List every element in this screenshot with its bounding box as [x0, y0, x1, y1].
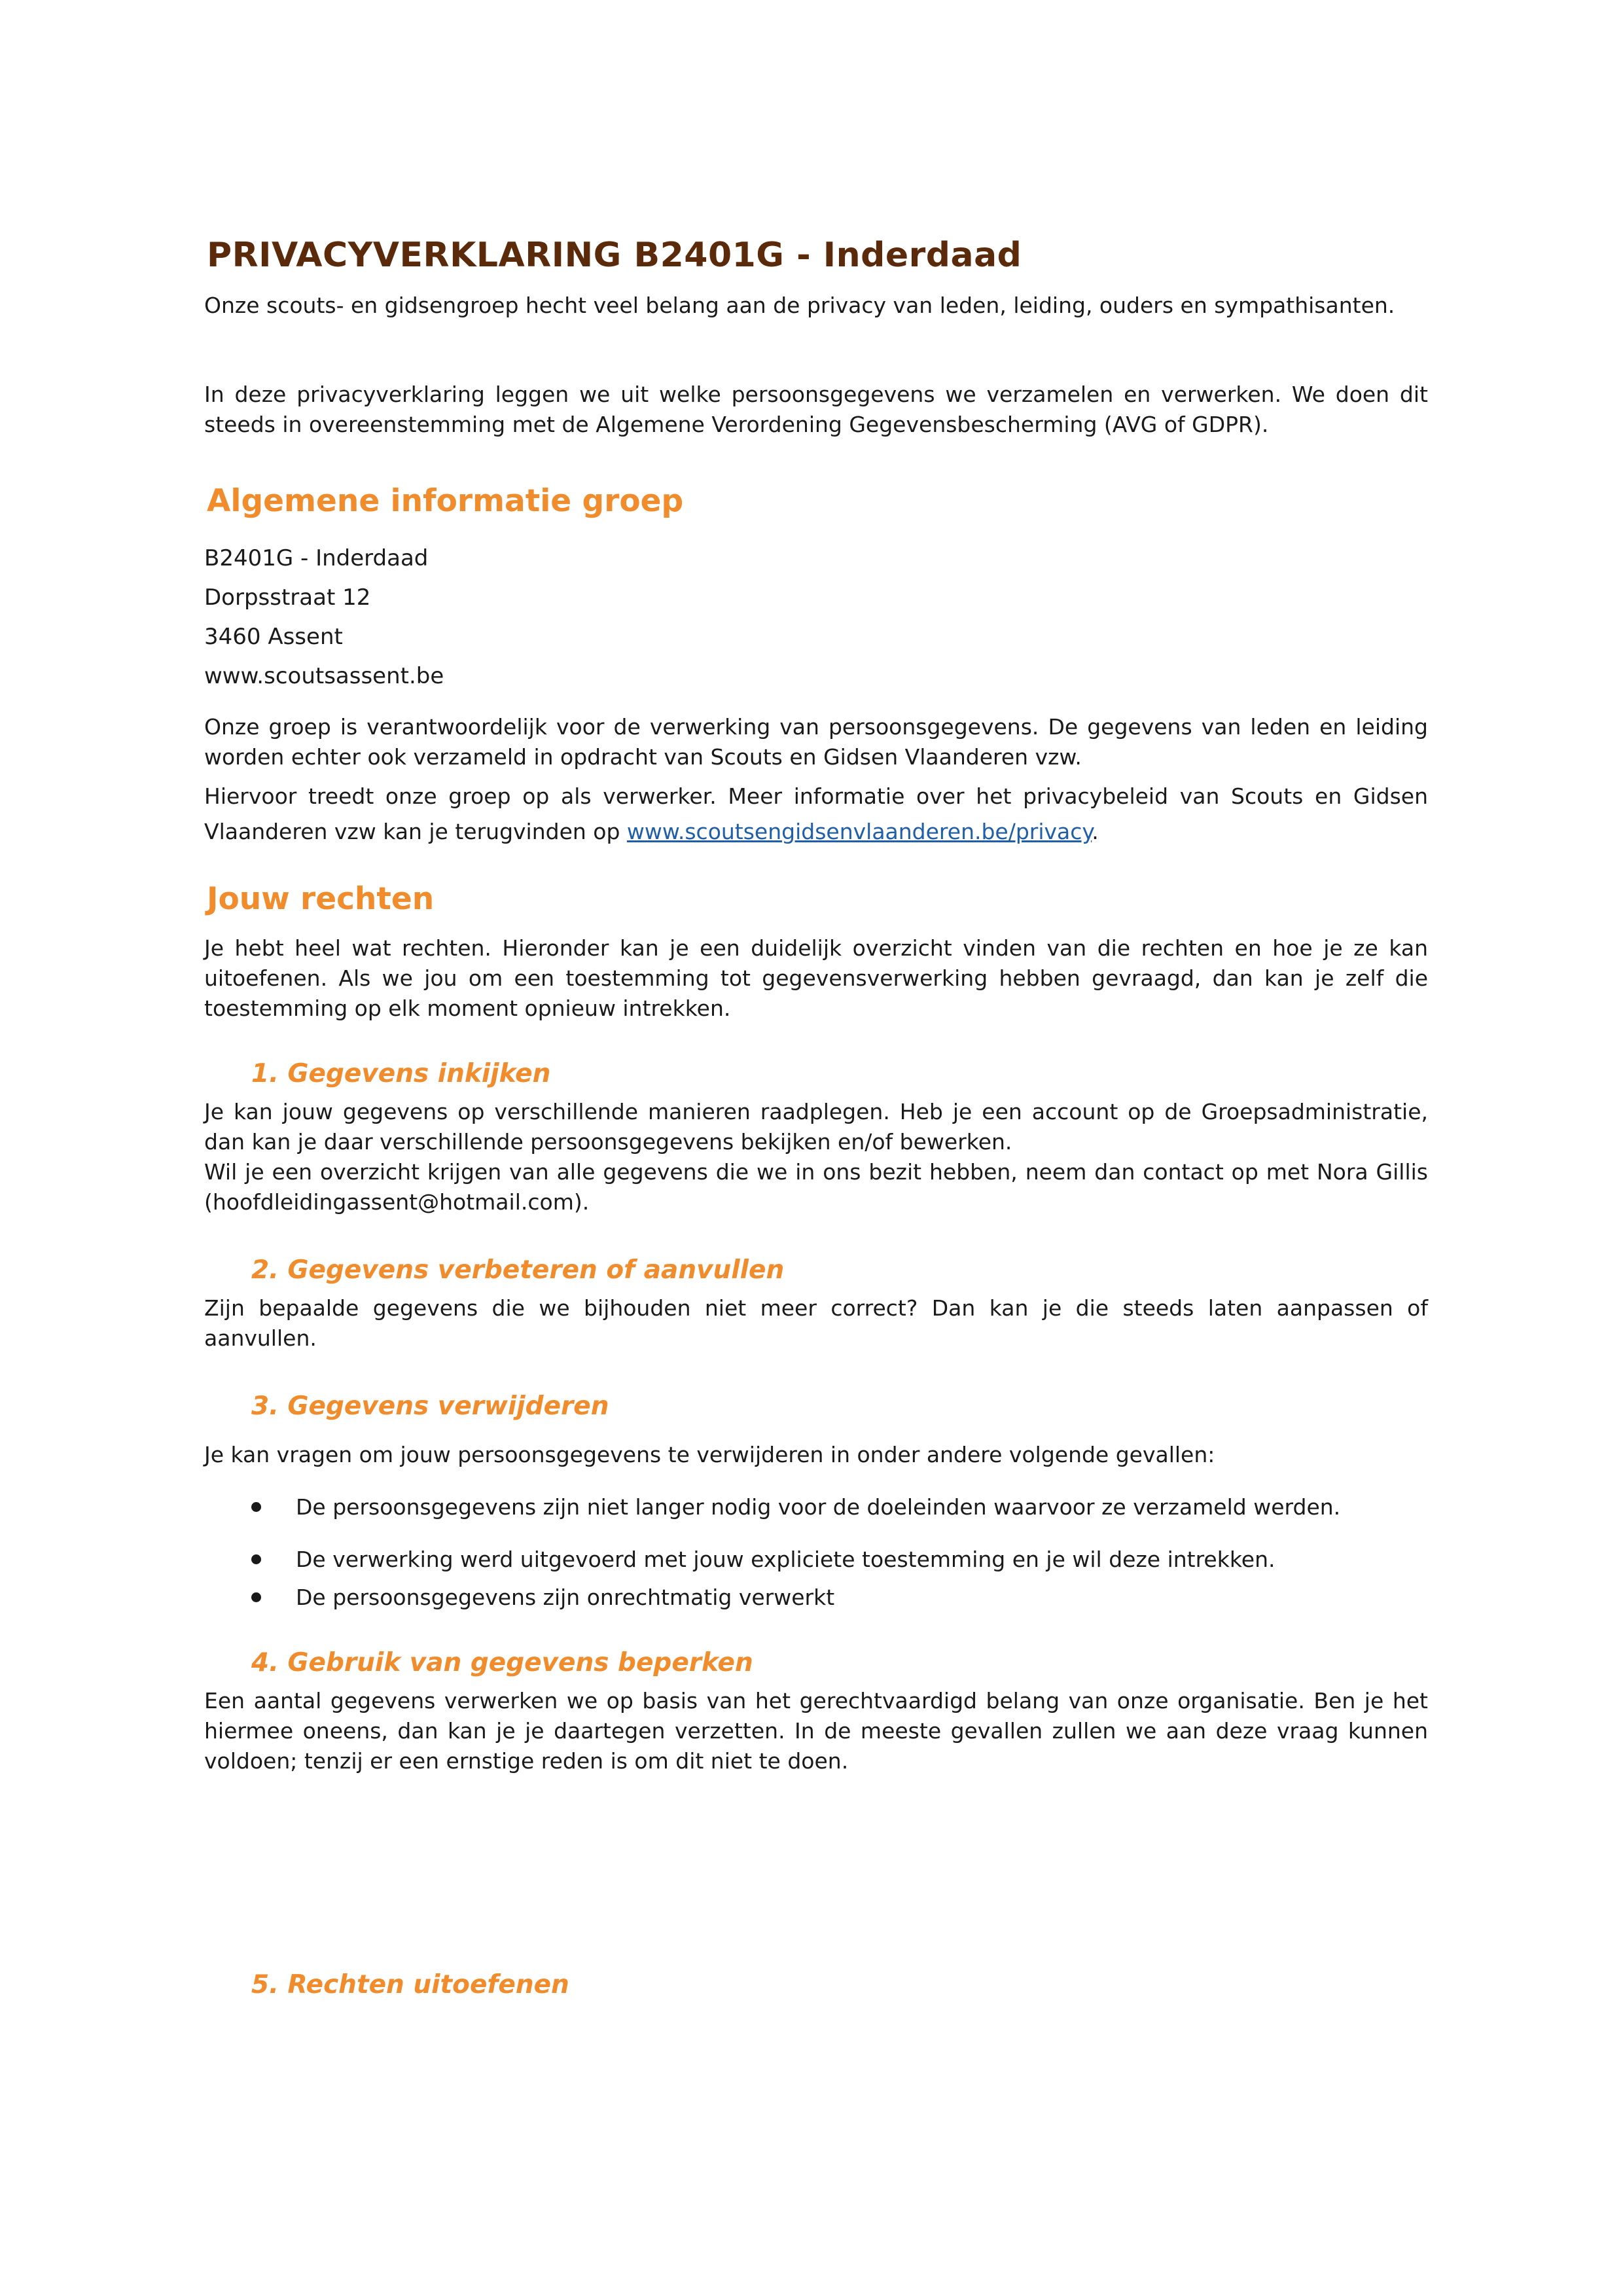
general-paragraph-1: Onze groep is verantwoordelijk voor de verwerking van persoonsgegevens. De gegevens van leden en leiding worden echter ook verzameld in opdracht van Scouts en Gidsen Vlaanderen vzw.: [204, 714, 1428, 770]
delete-data-paragraph: Je kan vragen om jouw persoonsgegevens te verwijderen in onder andere volgende gevallen:: [204, 1442, 1215, 1467]
heading-general-info: Algemene informatie groep: [207, 483, 684, 519]
group-name: B2401G - Inderdaad: [204, 545, 429, 571]
rights-intro-block: [204, 933, 1428, 1024]
correct-data-paragraph-block: [204, 1293, 1428, 1354]
view-data-paragraph-1: Je kan jouw gegevens op verschillende manieren raadplegen. Heb je een account op de Groepsadministratie, dan kan je daar verschillende persoonsgegevens bekijken en/of bewerken.: [204, 1099, 1428, 1155]
list-item: De persoonsgegevens zijn onrechtmatig verwerkt: [204, 1583, 834, 1613]
heading-correct-data: 2. Gegevens verbeteren of aanvullen: [251, 1255, 785, 1285]
general-paragraph-2-block: [204, 779, 1428, 850]
correct-data-paragraph: Zijn bepaalde gegevens die we bijhouden niet meer correct? Dan kan je die steeds laten aanpassen of aanvullen.: [204, 1295, 1428, 1351]
general-paragraph-1-block: [204, 712, 1428, 772]
heading-restrict-data: 4. Gebruik van gegevens beperken: [251, 1648, 753, 1677]
heading-delete-data: 3. Gegevens verwijderen: [251, 1391, 609, 1421]
list-item: De persoonsgegevens zijn niet langer nodig voor de doeleinden waarvoor ze verzameld werden.: [204, 1492, 1340, 1522]
general-paragraph-2-end: .: [1092, 819, 1099, 844]
view-data-paragraph-2-block: [204, 1157, 1428, 1217]
heading-view-data: 1. Gegevens inkijken: [251, 1059, 551, 1088]
restrict-data-paragraph-block: [204, 1686, 1428, 1776]
intro-paragraph-1-block: [204, 291, 1428, 321]
privacy-policy-link[interactable]: www.scoutsengidsenvlaanderen.be/privacy: [626, 819, 1092, 844]
heading-your-rights: Jouw rechten: [207, 881, 435, 917]
heading-exercise-rights: 5. Rechten uitoefenen: [251, 1970, 569, 2000]
delete-data-paragraph-block: [204, 1440, 1428, 1470]
view-data-paragraph-1-block: [204, 1097, 1428, 1157]
list-item: De verwerking werd uitgevoerd met jouw expliciete toestemming en je wil deze intrekken.: [204, 1545, 1275, 1575]
group-website: www.scoutsassent.be: [204, 663, 444, 689]
restrict-data-paragraph: Een aantal gegevens verwerken we op basis van het gerechtvaardigd belang van onze organisatie. Ben je het hiermee oneens, dan kan je je daartegen verzetten. In de meeste gevallen zullen we aan deze vraag kunnen voldoen; tenzij er een ernstige reden is om dit niet te doen.: [204, 1688, 1428, 1774]
group-street: Dorpsstraat 12: [204, 584, 371, 611]
intro-paragraph-2-block: [204, 380, 1428, 440]
intro-paragraph-1: Onze scouts- en gidsengroep hecht veel belang aan de privacy van leden, leiding, ouders en sympathisanten.: [204, 293, 1395, 318]
general-paragraph-2-text: Hiervoor treedt onze groep op als verwerker. Meer informatie over het privacybeleid van Scouts en Gidsen Vlaanderen vzw kan je terugvinden op: [204, 783, 1428, 844]
general-paragraph-2: [204, 779, 1428, 850]
page-title: PRIVACYVERKLARING B2401G - Inderdaad: [207, 236, 1022, 275]
intro-paragraph-2: In deze privacyverklaring leggen we uit welke persoonsgegevens we verzamelen en verwerken. We doen dit steeds in overeenstemming met de Algemene Verordening Gegevensbescherming (AVG of GDPR).: [204, 382, 1428, 437]
rights-intro-paragraph: Je hebt heel wat rechten. Hieronder kan je een duidelijk overzicht vinden van die rechten en hoe je ze kan uitoefenen. Als we jou om een toestemming tot gegevensverwerking hebben gevraagd, dan kan je zelf die toestemming op elk moment opnieuw intrekken.: [204, 935, 1428, 1021]
view-data-paragraph-2: Wil je een overzicht krijgen van alle gegevens die we in ons bezit hebben, neem dan contact op met Nora Gillis (hoofdleidingassent@hotmail.com).: [204, 1159, 1428, 1215]
group-city: 3460 Assent: [204, 624, 343, 650]
